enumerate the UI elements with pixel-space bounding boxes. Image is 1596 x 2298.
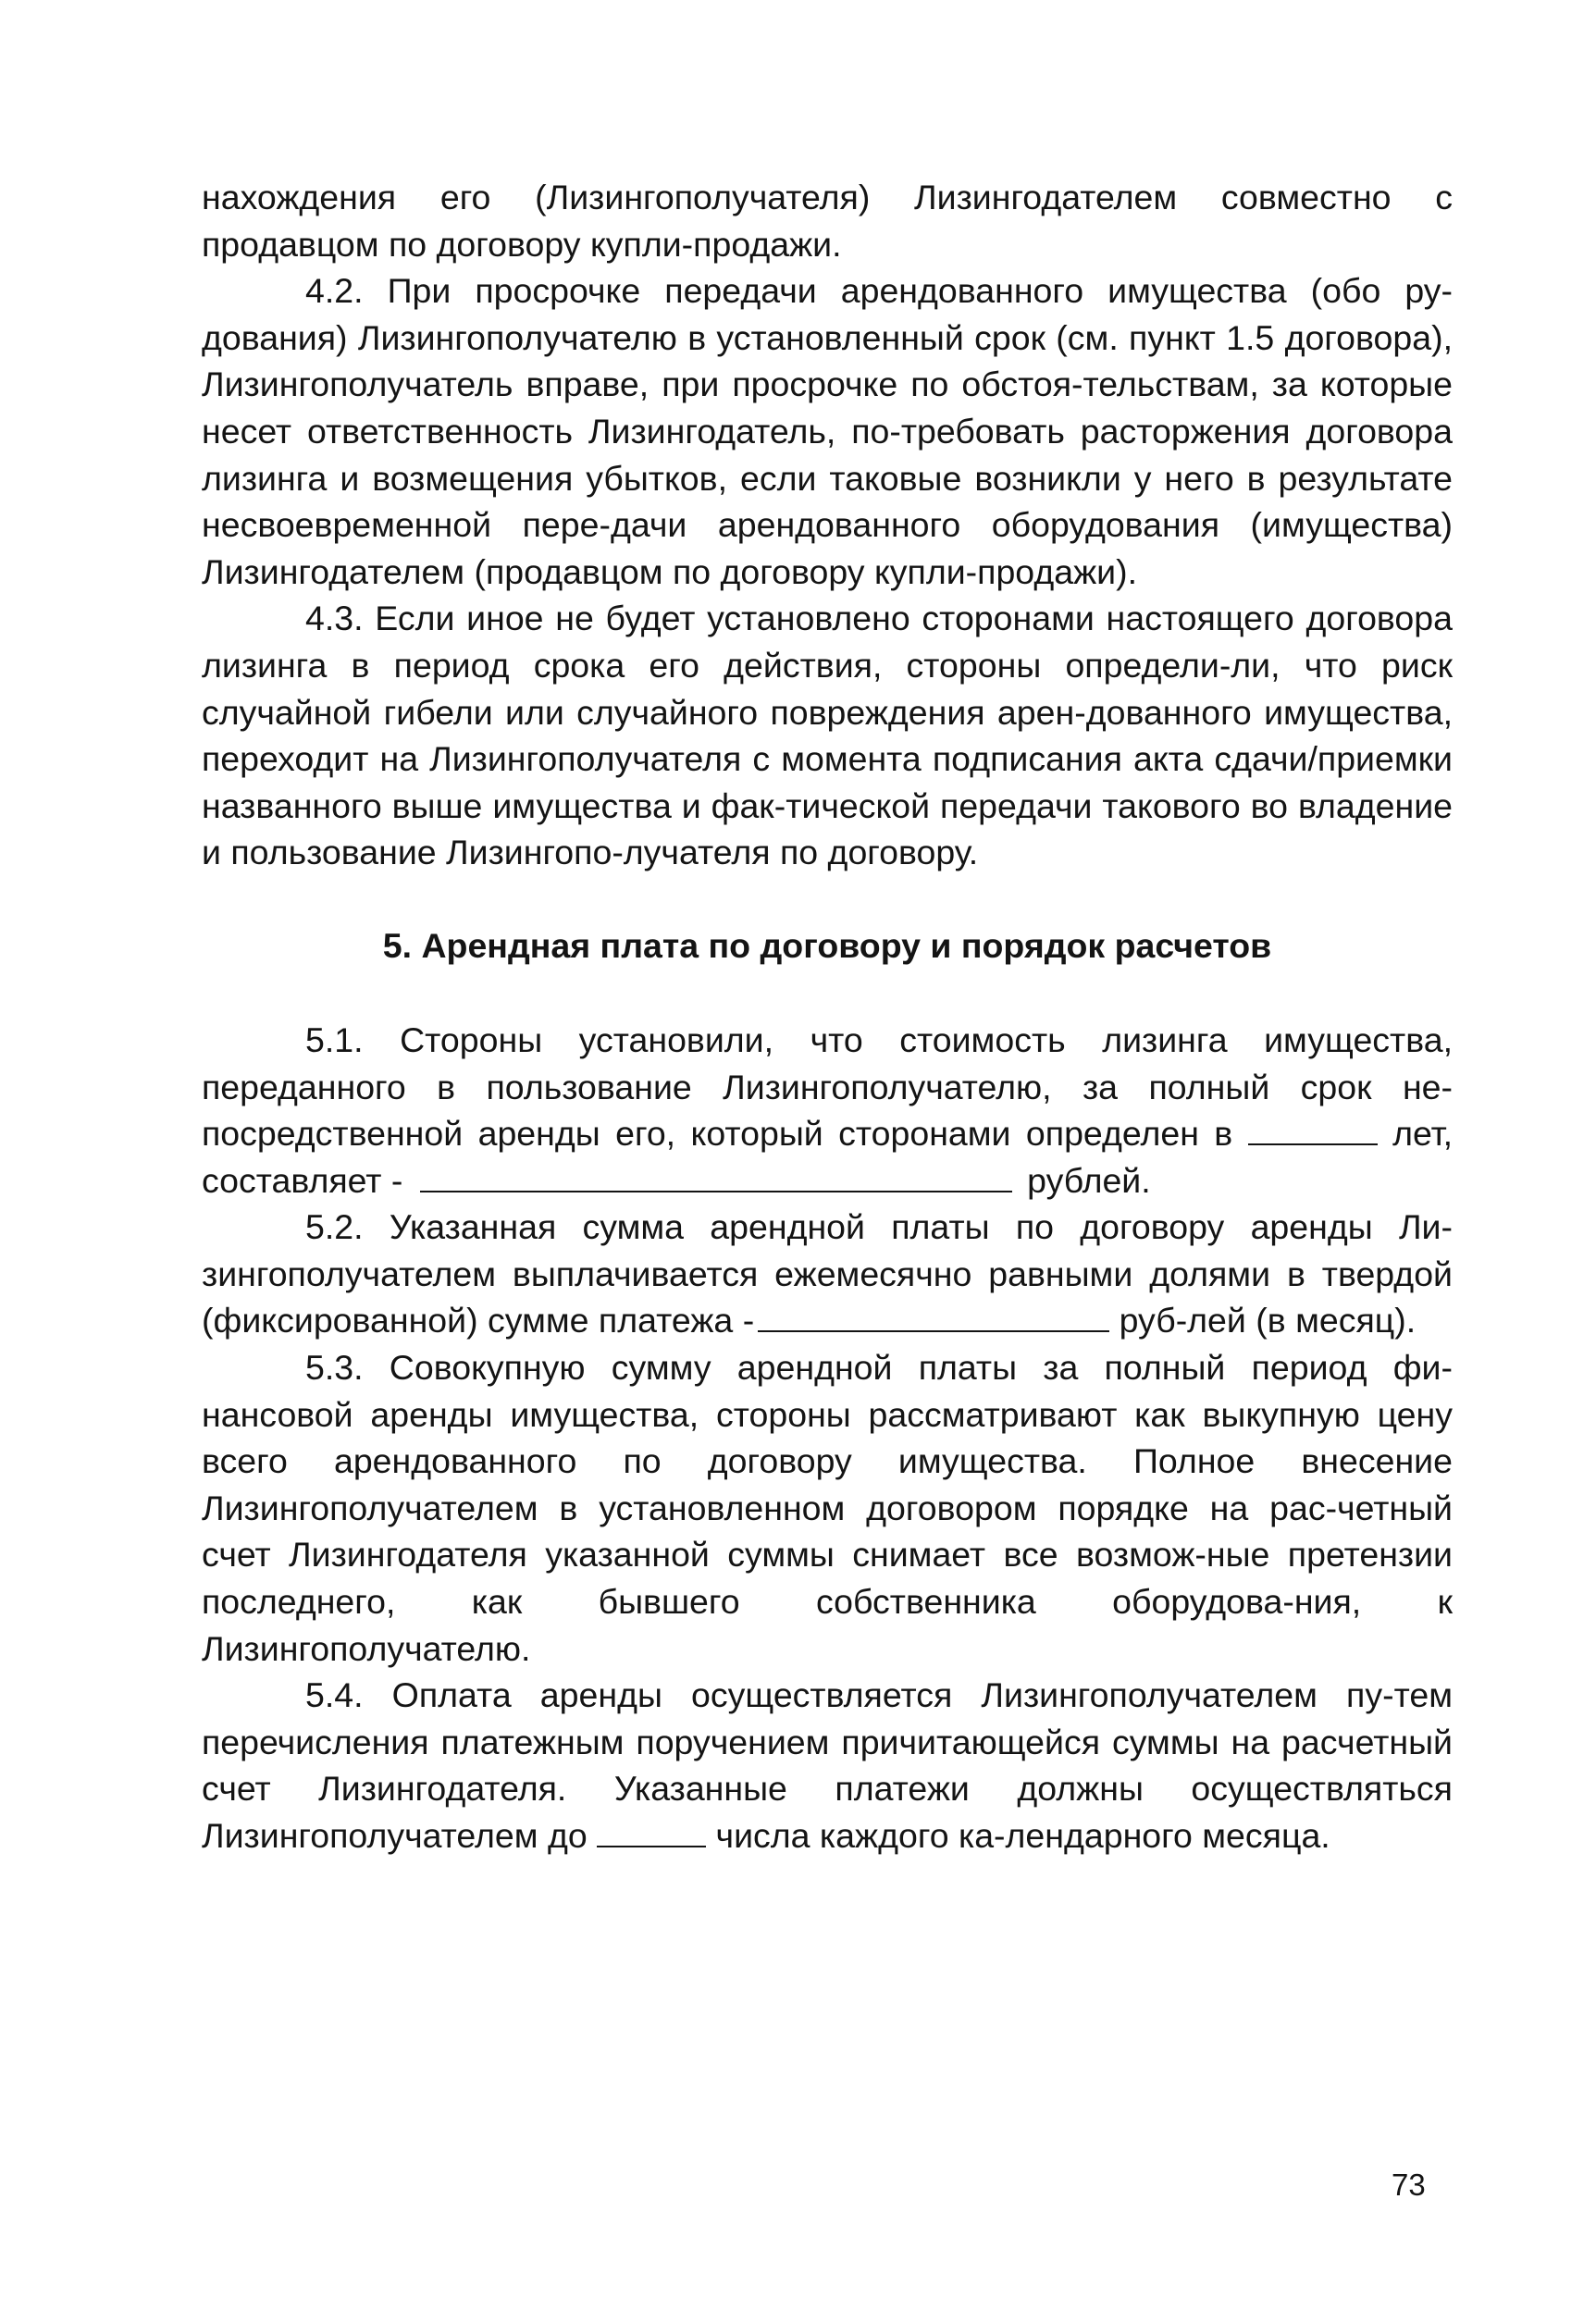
paragraph-5-1-text-mid: лет, составляет - [202,1114,1454,1200]
payment-day-blank [597,1818,706,1847]
paragraph-5-4-text-end: числа каждого ка-лендарного месяца. [715,1816,1330,1855]
lease-years-blank [1248,1116,1378,1145]
paragraph-intro: нахождения его (Лизингополучателя) Лизингодателем совместно с продавцом по договору купли-продажи. [202,178,1453,264]
paragraph-5-2 [202,1204,1453,1344]
paragraph-5-4 [202,1672,1453,1859]
page-number: 73 [1392,2168,1426,2202]
document-page [202,174,1453,1859]
paragraph-4-3: 4.3. Если иное не будет установлено сторонами настоящего договора лизинга в период срока его действия, стороны определи-ли, что риск случайной гибели или случайного повреждения арен-дованного имущества, переходит на Лизингополучателя с момента подписания акта сдачи/приемки названного выше имущества и фак-тической передачи такового во владение и пользование Лизингопо-лучателя по договору. [202,599,1453,872]
paragraph-5-1 [202,1017,1453,1204]
paragraph-5-2-text-end: руб-лей (в месяц). [1119,1301,1417,1340]
paragraph-5-1-text-end: рублей. [1027,1160,1151,1200]
paragraph-5-1-text-start: 5.1. Стороны установили, что стоимость лизинга имущества, переданного в пользование Лизингополучателю, за полный срок не-посредственной аренды его, который сторонами определен в [202,1019,1453,1154]
paragraph-5-2-text-start: 5.2. Указанная сумма арендной платы по договору аренды Ли-зингополучателем выплачивается ежемесячно равными долями в твердой (фиксированной) сумме платежа - [202,1207,1453,1340]
monthly-payment-blank [758,1303,1109,1332]
paragraph-5-3: 5.3. Совокупную сумму арендной платы за полный период фи-нансовой аренды имущества, стороны рассматривают как выкупную цену всего арендованного по договору имущества. Полное внесение Лизингополучателем в установленном договором порядке на рас-четный счет Лизингодателя указанной суммы снимает все возмож-ные претензии последнего, как бывшего собственника оборудова-ния, к Лизингополучателю. [202,1348,1453,1668]
paragraph-4-2: 4.2. При просрочке передачи арендованного имущества (обо ру-дования) Лизингополучателю в установленный срок (см. пункт 1.5 договора), Лизингополучатель вправе, при просрочке по обстоя-тельствам, за которые несет ответственность Лизингодатель, по-требовать расторжения договора лизинга и возмещения убытков, если таковые возникли у него в результате несвоевременной пере-дачи арендованного оборудования (имущества) Лизингодателем (продавцом по договору купли-продажи). [202,271,1453,591]
section-5-heading: 5. Арендная плата по договору и порядок расчетов [382,925,1272,965]
lease-total-amount-blank [420,1163,1012,1192]
paragraph-5-4-text-start: 5.4. Оплата аренды осуществляется Лизингополучателем пу-тем перечисления платежным поручением причитающейся суммы на расчетный счет Лизингодателя. Указанные платежи должны осуществляться Лизингополучателем до [202,1675,1453,1855]
